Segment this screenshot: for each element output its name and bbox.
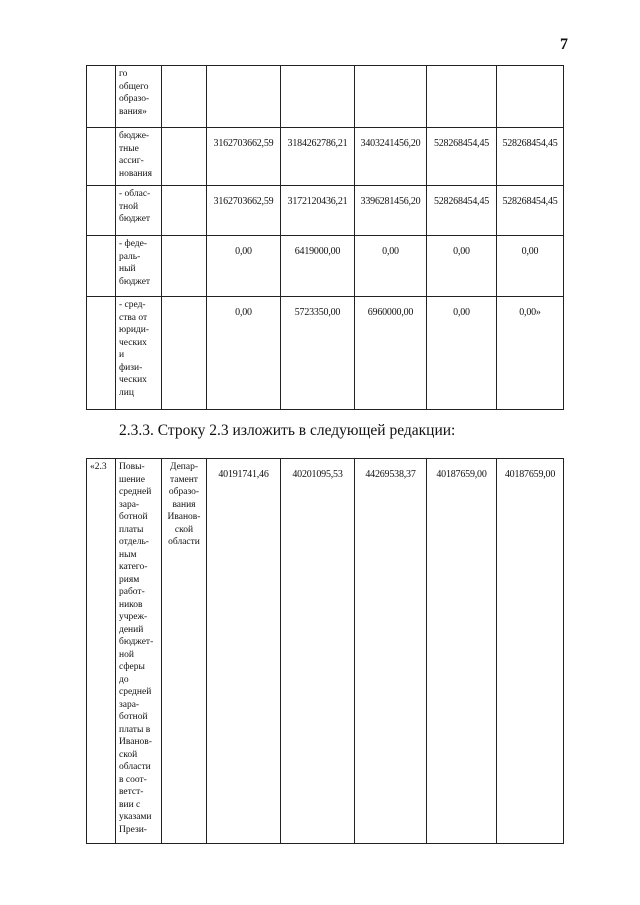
value-cell: 0,00 <box>427 236 497 297</box>
value-cell: 0,00 <box>207 236 281 297</box>
row-number: «2.3 <box>87 459 116 844</box>
empty-cell <box>87 297 116 410</box>
value-cell: 40201095,53 <box>281 459 355 844</box>
value-cell: 3396281456,20 <box>355 186 427 236</box>
table-row <box>87 236 564 297</box>
empty-cell <box>87 236 116 297</box>
value-cell: 6960000,00 <box>355 297 427 410</box>
row-label: го общего образо- вания» <box>116 66 162 128</box>
section-heading: 2.3.3. Строку 2.3 изложить в следующей редакции: <box>119 422 456 439</box>
value-cell: 40191741,46 <box>207 459 281 844</box>
value-cell: 5723350,00 <box>281 297 355 410</box>
value-cell: 0,00 <box>355 236 427 297</box>
row-label: - сред- ства от юриди- ческих и физи- ческих лиц <box>116 297 162 410</box>
empty-cell <box>162 66 207 128</box>
value-cell: 3172120436,21 <box>281 186 355 236</box>
empty-cell <box>87 128 116 186</box>
row-2-3-table <box>86 458 564 844</box>
row-label: - феде- раль- ный бюджет <box>116 236 162 297</box>
measure-name: Повы- шение средней зара- ботной платы отдель- ным катего- риям работ- ников учреж- дений бюджет- ной сферы до средней зара- ботной платы в Иванов- ской области в соот- ветст- вии с указами Прези- <box>116 459 162 844</box>
value-cell: 528268454,45 <box>497 128 564 186</box>
table-row <box>87 297 564 410</box>
value-cell: 528268454,45 <box>427 186 497 236</box>
empty-cell <box>87 186 116 236</box>
value-cell: 44269538,37 <box>355 459 427 844</box>
value-cell: 528268454,45 <box>427 128 497 186</box>
empty-cell <box>87 66 116 128</box>
value-cell <box>281 66 355 128</box>
empty-cell <box>162 236 207 297</box>
table-row <box>87 66 564 128</box>
value-cell: 0,00 <box>497 236 564 297</box>
value-cell: 3184262786,21 <box>281 128 355 186</box>
value-cell <box>355 66 427 128</box>
executor-name: Депар- тамент образо- вания Иванов- ской области <box>162 459 207 844</box>
value-cell: 3403241456,20 <box>355 128 427 186</box>
value-cell: 3162703662,59 <box>207 186 281 236</box>
funding-table-continuation <box>86 65 564 410</box>
value-cell: 528268454,45 <box>497 186 564 236</box>
value-cell: 0,00 <box>207 297 281 410</box>
empty-cell <box>162 128 207 186</box>
page-number: 7 <box>560 36 568 53</box>
value-cell: 3162703662,59 <box>207 128 281 186</box>
value-cell: 40187659,00 <box>427 459 497 844</box>
empty-cell <box>162 297 207 410</box>
value-cell: 6419000,00 <box>281 236 355 297</box>
row-label: бюдже- тные ассиг- нования <box>116 128 162 186</box>
table-row <box>87 459 564 844</box>
table-row <box>87 186 564 236</box>
value-cell: 0,00 <box>427 297 497 410</box>
table-row <box>87 128 564 186</box>
value-cell: 0,00» <box>497 297 564 410</box>
value-cell: 40187659,00 <box>497 459 564 844</box>
value-cell <box>497 66 564 128</box>
row-label: - облас- тной бюджет <box>116 186 162 236</box>
value-cell <box>427 66 497 128</box>
empty-cell <box>162 186 207 236</box>
value-cell <box>207 66 281 128</box>
